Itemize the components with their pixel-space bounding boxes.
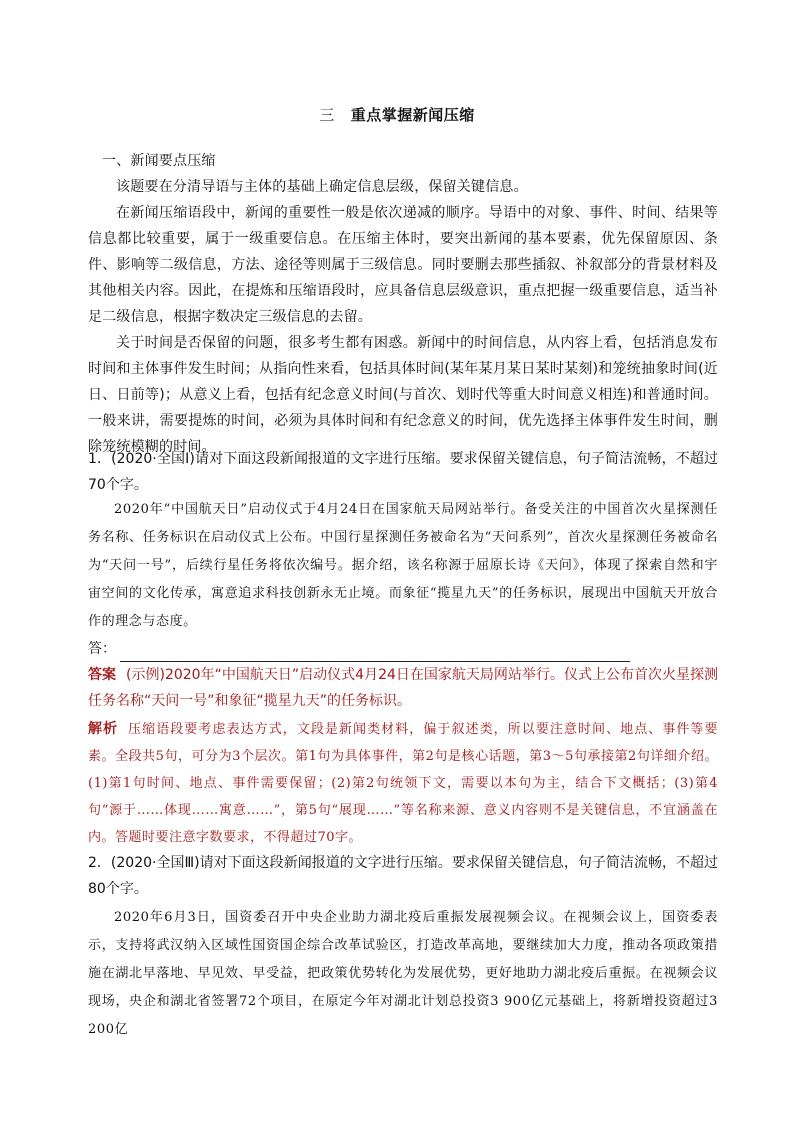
answer-label: 答： [88,641,116,657]
question-2-article: 2020年6月3日，国资委召开中央企业助力湖北疫后重振发展视频会议。在视频会议上，国资委表示，支持将武汉纳入区域性国资国企综合改革试验区，打造改革高地，要继续加大力度，推动各项政策措施在湖北早落地、早见效、早受益，把政策优势转化为发展优势，更好地助力湖北疫后重振。在视频会议现场，央企和湖北省签署72个项目，在原定今年对湖北计划总投资3 900亿元基础上，将新增投资超过3 200亿 [88,910,718,1037]
section-heading: 一、新闻要点压缩 [102,153,216,169]
page-title [0,104,794,125]
analysis [88,716,718,851]
answer-key [88,662,718,714]
answer-key-text: (示例)2020年“中国航天日”启动仪式4月24日在国家航天局网站举行。仪式上公布首次火星探测任务名称“天问一号”和象征“揽星九天”的任务标识。 [88,667,719,709]
title-number: 三 [319,106,335,124]
analysis-text: 压缩语段要考虑表达方式，文段是新闻类材料，偏于叙述类，所以要注意时间、地点、事件等要素。全段共5句，可分为3个层次。第1句为具体事件，第2句是核心话题，第3～5句承接第2句详细介绍。(1)第1句时间、地点、事件需要保留；(2)第2句统领下文，需要以本句为主，结合下文概括；(3)第4句“源于……体现……寓意……”，第5句“展现……”等名称来源、意义内容则不是关键信息，不宜涵盖在内。答题时要注意字数要求，不得超过70字。 [88,722,718,845]
question-2-prompt: 2．(2020·全国Ⅲ)请对下面这段新闻报道的文字进行压缩。要求保留关键信息，句子简洁流畅，不超过80个字。 [88,855,718,897]
answer-line-row [88,636,718,662]
intro-section [88,148,718,460]
question-1-article: 2020年“中国航天日”启动仪式于4月24日在国家航天局网站举行。备受关注的中国首次火星探测任务名称、任务标识在启动仪式上公布。中国行星探测任务被命名为“天问系列”，首次火星探测任务被命名为“天问一号”，后续行星任务将依次编号。据介绍，该名称源于屈原长诗《天问》，体现了探索自然和宇宙空间的文化传承，寓意追求科技创新永无止境。而象征“揽星九天”的任务标识，展现出中国航天开放合作的理念与态度。 [88,502,718,629]
answer-key-label: 答案 [88,667,117,683]
intro-paragraph: 在新闻压缩语段中，新闻的重要性一般是依次递减的顺序。导语中的对象、事件、时间、结果等信息都比较重要，属于一级重要信息。在压缩主体时，要突出新闻的基本要素，优先保留原因、条件、影响等二级信息，方法、途径等则属于三级信息。同时要删去那些插叙、补叙部分的背景材料及其他相关内容。因此，在提炼和压缩语段时，应具备信息层级意识，重点把握一级重要信息，适当补足二级信息，根据字数决定三级信息的去留。 [88,205,718,325]
answer-blank[interactable] [120,645,630,662]
intro-paragraph: 关于时间是否保留的问题，很多考生都有困惑。新闻中的时间信息，从内容上看，包括消息发布时间和主体事件发生时间；从指向性来看，包括具体时间(某年某月某日某时某刻)和笼统抽象时间(近日、日前等)；从意义上看，包括有纪念意义时间(与首次、划时代等重大时间意义相连)和普通时间。一般来讲，需要提炼的时间，必须为具体时间和有纪念意义的时间，优先选择主体事件发生时间，删除笼统模糊的时间。 [88,335,718,455]
question-1-prompt: 1．(2020·全国Ⅰ)请对下面这段新闻报道的文字进行压缩。要求保留关键信息，句子简洁流畅，不超过70个字。 [88,451,718,493]
analysis-label: 解析 [88,721,119,737]
title-text: 重点掌握新闻压缩 [350,106,475,124]
intro-paragraph: 该题要在分清导语与主体的基础上确定信息层级，保留关键信息。 [116,179,528,195]
